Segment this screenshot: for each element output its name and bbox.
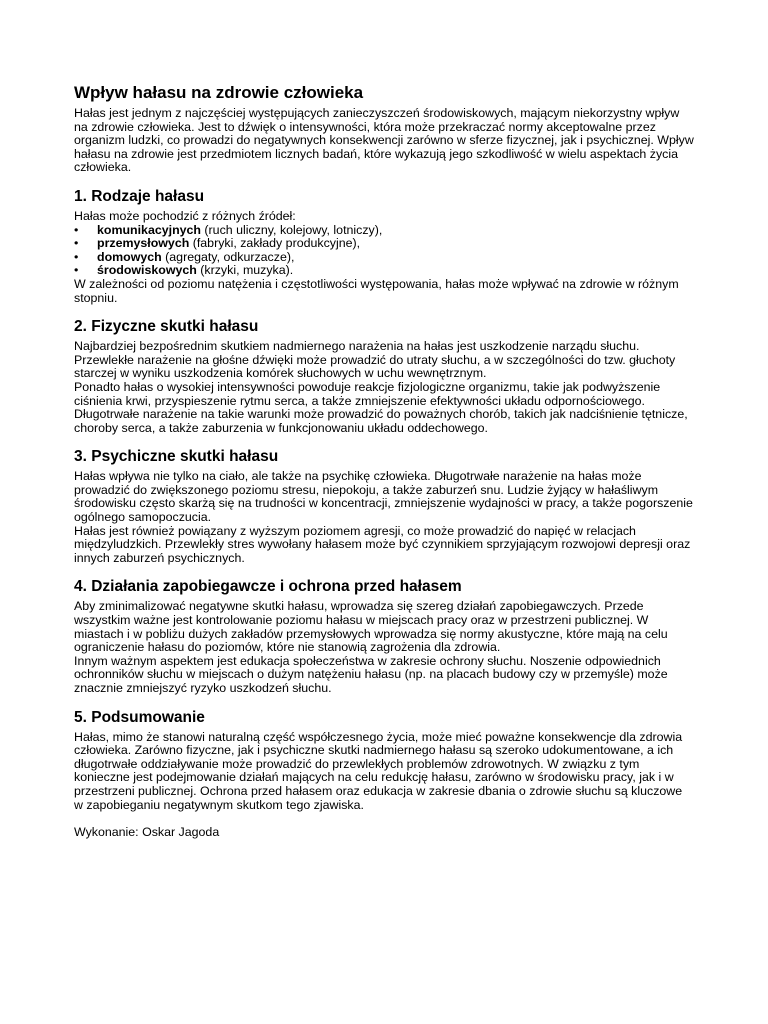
list-item	[74, 264, 694, 278]
document-title: Wpływ hałasu na zdrowie człowieka	[74, 83, 364, 102]
section-heading: 2. Fizyczne skutki hałasu	[74, 318, 259, 336]
bullet-mark: •	[74, 236, 79, 251]
section-lead: Hałas może pochodzić z różnych źródeł:	[74, 208, 296, 223]
section-paragraph: W zależności od poziomu natężenia i częstotliwości występowania, hałas może wpływać na zdrowie w różnym stopniu.	[74, 276, 679, 305]
author-line: Wykonanie: Oskar Jagoda	[74, 825, 220, 840]
section-heading: 4. Działania zapobiegawcze i ochrona przed hałasem	[74, 578, 462, 596]
section-physical-effects	[74, 317, 694, 435]
list-item-detail: (krzyki, muzyka).	[196, 263, 294, 278]
section-paragraph: Hałas, mimo że stanowi naturalną część współczesnego życia, może mieć poważne konsekwencje dla zdrowia człowieka. Zarówno fizyczne, jak i psychiczne skutki nadmiernego hałasu są szeroko udokumentowane, a ich długotrwałe oddziaływanie może prowadzić do przewlekłych problemów zdrowotnych. W związku z tym konieczne jest podejmowanie działań mających na celu redukcję hałasu, zarówno w środowisku pracy, jak i w przestrzeni publicznej. Ochrona przed hałasem oraz edukacja w zakresie dbania o zdrowie słuchu są kluczowe w zapobieganiu negatywnym skutkom tego zjawiska.	[74, 729, 683, 812]
list-item-detail: (ruch uliczny, kolejowy, lotniczy),	[200, 222, 383, 237]
document-page	[74, 82, 694, 840]
section-paragraph: Ponadto hałas o wysokiej intensywności powoduje reakcje fizjologiczne organizmu, takie jak podwyższenie ciśnienia krwi, przyspieszenie rytmu serca, a także zmniejszenie efektywności układu odpornościowego. Długotrwałe narażenie na takie warunki może prowadzić do poważnych chorób, takich jak nadciśnienie tętnicze, choroby serca, a także zaburzenia w funkcjonowaniu układu oddechowego.	[74, 379, 688, 435]
section-heading: 1. Rodzaje hałasu	[74, 187, 205, 205]
section-paragraph: Aby zminimalizować negatywne skutki hałasu, wprowadza się szereg działań zapobiegawczych. Przede wszystkim ważne jest kontrolowanie poziomu hałasu w miejscach pracy oraz w przestrzeni publicznej. W miastach i w pobliżu dużych zakładów przemysłowych wprowadza się normy akustyczne, które mają na celu ograniczenie hałasu do poziomów, które nie stanowią zagrożenia dla zdrowia.	[74, 599, 668, 655]
section-paragraph: Hałas wpływa nie tylko na ciało, ale także na psychikę człowieka. Długotrwałe narażenie na hałas może prowadzić do zwiększonego poziomu stresu, niepokoju, a także zaburzeń snu. Ludzie żyjący w hałaśliwym środowisku często skarżą się na trudności w koncentracji, zmniejszenie wydajności w pracy, a także pogorszenie ogólnego samopoczucia.	[74, 469, 693, 525]
list-item-detail: (agregaty, odkurzacze),	[161, 249, 295, 264]
list-item-detail: (fabryki, zakłady produkcyjne),	[189, 236, 361, 251]
bullet-mark: •	[74, 249, 79, 264]
section-noise-types	[74, 187, 694, 305]
list-item-term: komunikacyjnych	[97, 222, 201, 237]
noise-sources-list	[74, 224, 694, 278]
list-item	[74, 237, 694, 251]
section-heading: 5. Podsumowanie	[74, 708, 205, 726]
section-paragraph: Hałas jest również powiązany z wyższym poziomem agresji, co może prowadzić do napięć w relacjach międzyludzkich. Przewlekły stres wywołany hałasem może być czynnikiem sprzyjającym rozwojowi depresji oraz innych zaburzeń psychicznych.	[74, 523, 691, 565]
bullet-mark: •	[74, 263, 79, 278]
list-item-term: środowiskowych	[97, 263, 197, 278]
section-psychological-effects	[74, 447, 694, 565]
list-item-term: domowych	[97, 249, 162, 264]
list-item-term: przemysłowych	[97, 236, 190, 251]
intro-paragraph: Hałas jest jednym z najczęściej występujących zanieczyszczeń środowiskowych, mającym niekorzystny wpływ na zdrowie człowieka. Jest to dźwięk o intensywności, która może przekraczać normy akceptowalne przez organizm ludzki, co prowadzi do negatywnych konsekwencji zarówno w sferze fizycznej, jak i psychicznej. Wpływ hałasu na zdrowie jest przedmiotem licznych badań, które wykazują jego szkodliwość w wielu aspektach życia człowieka.	[74, 106, 694, 175]
list-item	[74, 251, 694, 265]
section-paragraph: Najbardziej bezpośrednim skutkiem nadmiernego narażenia na hałas jest uszkodzenie narządu słuchu. Przewlekłe narażenie na głośne dźwięki może prowadzić do utraty słuchu, a w szczególności do tzw. głuchoty starczej w wyniku uszkodzenia komórek słuchowych w uchu wewnętrznym.	[74, 339, 676, 381]
section-summary	[74, 708, 694, 813]
section-paragraph: Innym ważnym aspektem jest edukacja społeczeństwa w zakresie ochrony słuchu. Noszenie odpowiednich ochronników słuchu w miejscach o dużym natężeniu hałasu (np. na placach budowy czy w przemyśle) może znacznie zmniejszyć ryzyko uszkodzeń słuchu.	[74, 653, 668, 695]
section-prevention	[74, 577, 694, 695]
section-heading: 3. Psychiczne skutki hałasu	[74, 448, 279, 466]
bullet-mark: •	[74, 222, 79, 237]
list-item	[74, 224, 694, 238]
